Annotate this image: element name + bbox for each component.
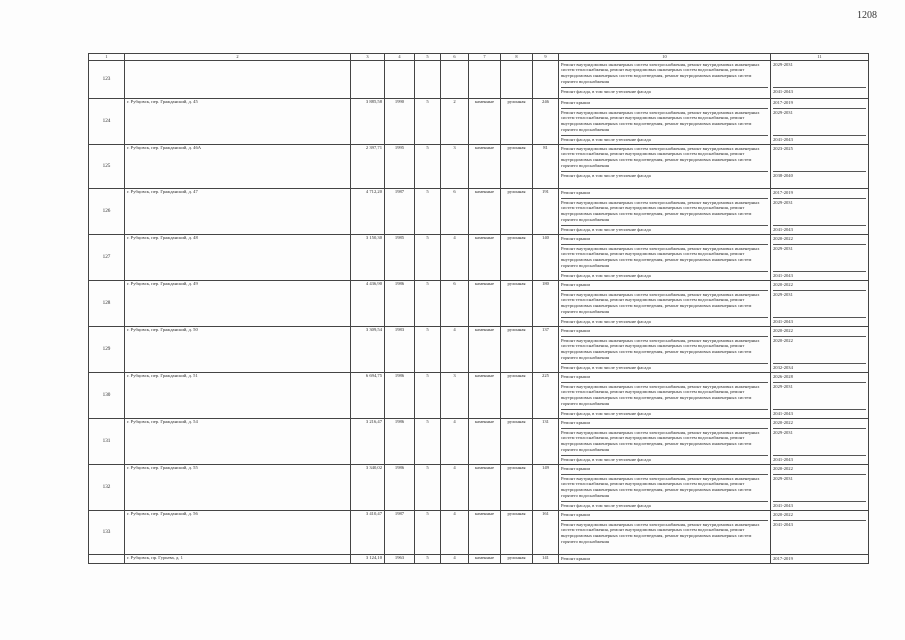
residents-cell: 161 bbox=[533, 511, 559, 555]
year-cell: 1995 bbox=[385, 145, 415, 189]
year-cell: 1990 bbox=[385, 99, 415, 145]
planned-period-cell bbox=[771, 145, 869, 189]
work-type: Ремонт внутридомовых инженерных систем электроснабжения, ремонт внутридомовых инженерных систем теплоснабжения, ремонт внутридомовых инженерных систем водоснабжения, ремонт внутридомовых инженерных систем водоотведения, ремонт внутридомовых инженерных систем горячего водоснабжения bbox=[561, 383, 768, 410]
address-cell: г. Рубцовск, пер. Гражданский, д. 48 bbox=[125, 235, 351, 281]
work-type: Ремонт крыши bbox=[561, 99, 768, 109]
floors-cell: 5 bbox=[415, 327, 441, 373]
work-period: 2029-2031 bbox=[773, 475, 866, 502]
wall-material-cell: каменные bbox=[469, 99, 501, 145]
work-period: 2041-2043 bbox=[773, 272, 793, 278]
floors-cell: 5 bbox=[415, 373, 441, 419]
work-types-cell bbox=[559, 373, 771, 419]
table-row bbox=[89, 281, 869, 327]
entrances-cell: 4 bbox=[441, 327, 469, 373]
work-type: Ремонт фасада, в том числе утепление фасада bbox=[561, 456, 651, 462]
work-types-cell bbox=[559, 555, 771, 564]
column-number: 10 bbox=[559, 54, 771, 61]
wall-material-cell: каменные bbox=[469, 373, 501, 419]
work-type: Ремонт крыши bbox=[561, 327, 768, 337]
column-number: 11 bbox=[771, 54, 869, 61]
wall-material-cell: каменные bbox=[469, 281, 501, 327]
table-row bbox=[89, 373, 869, 419]
floors-cell: 5 bbox=[415, 511, 441, 555]
column-number: 5 bbox=[415, 54, 441, 61]
area-cell: 3 340,02 bbox=[351, 465, 385, 511]
work-type: Ремонт внутридомовых инженерных систем электроснабжения, ремонт внутридомовых инженерных систем теплоснабжения, ремонт внутридомовых инженерных систем водоснабжения, ремонт внутридомовых инженерных систем водоотведения, ремонт внутридомовых инженерных систем горячего водоснабжения bbox=[561, 521, 760, 544]
work-period: 2020-2022 bbox=[773, 465, 866, 475]
roof-type-cell: рулонная bbox=[501, 145, 533, 189]
work-type: Ремонт фасада, в том числе утепление фасада bbox=[561, 88, 651, 94]
row-number: 129 bbox=[89, 327, 125, 373]
row-number: 123 bbox=[89, 61, 125, 99]
roof-type-cell: рулонная bbox=[501, 511, 533, 555]
entrances-cell: 4 bbox=[441, 511, 469, 555]
table-row bbox=[89, 419, 869, 465]
table-row bbox=[89, 465, 869, 511]
work-period: 2020-2022 bbox=[773, 419, 866, 429]
column-number-row bbox=[89, 54, 869, 61]
work-type: Ремонт фасада, в том числе утепление фасада bbox=[561, 364, 651, 370]
year-cell: 1986 bbox=[385, 373, 415, 419]
residents-cell: 149 bbox=[533, 465, 559, 511]
roof-type-cell bbox=[501, 61, 533, 99]
area-cell bbox=[351, 61, 385, 99]
work-type: Ремонт крыши bbox=[561, 281, 768, 291]
area-cell: 3 124,10 bbox=[351, 555, 385, 564]
work-period: 2041-2043 bbox=[773, 226, 793, 232]
planned-period-cell bbox=[771, 235, 869, 281]
year-cell: 1986 bbox=[385, 465, 415, 511]
work-type: Ремонт внутридомовых инженерных систем электроснабжения, ремонт внутридомовых инженерных систем теплоснабжения, ремонт внутридомовых инженерных систем водоснабжения, ремонт внутридомовых инженерных систем водоотведения, ремонт внутридомовых инженерных систем горячего водоснабжения bbox=[561, 61, 768, 88]
entrances-cell: 4 bbox=[441, 235, 469, 281]
wall-material-cell: каменные bbox=[469, 145, 501, 189]
wall-material-cell bbox=[469, 61, 501, 99]
column-number: 9 bbox=[533, 54, 559, 61]
floors-cell: 5 bbox=[415, 555, 441, 564]
work-type: Ремонт внутридомовых инженерных систем электроснабжения, ремонт внутридомовых инженерных систем теплоснабжения, ремонт внутридомовых инженерных систем водоснабжения, ремонт внутридомовых инженерных систем водоотведения, ремонт внутридомовых инженерных систем горячего водоснабжения bbox=[561, 145, 768, 172]
floors-cell: 5 bbox=[415, 189, 441, 235]
work-period: 2032-2034 bbox=[773, 364, 793, 370]
floors-cell: 5 bbox=[415, 235, 441, 281]
table-row bbox=[89, 145, 869, 189]
address-cell: г. Рубцовск, пер. Гражданский, д. 49 bbox=[125, 281, 351, 327]
table-row bbox=[89, 189, 869, 235]
work-type: Ремонт крыши bbox=[561, 465, 768, 475]
table-body bbox=[89, 54, 869, 564]
entrances-cell: 3 bbox=[441, 373, 469, 419]
year-cell: 1986 bbox=[385, 419, 415, 465]
address-cell: г. Рубцовск, пер. Гражданский, д. 56 bbox=[125, 511, 351, 555]
table-row bbox=[89, 511, 869, 555]
residents-cell: 191 bbox=[533, 189, 559, 235]
work-types-cell bbox=[559, 189, 771, 235]
table-sheet bbox=[88, 53, 868, 606]
planned-period-cell bbox=[771, 99, 869, 145]
roof-type-cell: рулонная bbox=[501, 99, 533, 145]
floors-cell: 5 bbox=[415, 281, 441, 327]
column-number: 4 bbox=[385, 54, 415, 61]
work-type: Ремонт фасада, в том числе утепление фасада bbox=[561, 410, 651, 416]
table-row bbox=[89, 555, 869, 564]
work-period: 2041-2043 bbox=[773, 456, 793, 462]
table-row bbox=[89, 61, 869, 99]
area-cell: 3 885,58 bbox=[351, 99, 385, 145]
address-cell: г. Рубцовск, пер. Гражданский, д. 47 bbox=[125, 189, 351, 235]
work-types-cell bbox=[559, 61, 771, 99]
work-types-cell bbox=[559, 235, 771, 281]
residents-cell bbox=[533, 61, 559, 99]
work-period: 2041-2043 bbox=[773, 521, 793, 527]
row-number: 126 bbox=[89, 189, 125, 235]
column-number: 1 bbox=[89, 54, 125, 61]
planned-period-cell bbox=[771, 419, 869, 465]
year-cell: 1963 bbox=[385, 555, 415, 564]
work-type: Ремонт фасада, в том числе утепление фасада bbox=[561, 136, 651, 142]
planned-period-cell bbox=[771, 373, 869, 419]
planned-period-cell bbox=[771, 555, 869, 564]
entrances-cell: 4 bbox=[441, 419, 469, 465]
entrances-cell: 3 bbox=[441, 145, 469, 189]
area-cell: 3 150,30 bbox=[351, 235, 385, 281]
roof-type-cell: рулонная bbox=[501, 465, 533, 511]
area-cell: 3 410,47 bbox=[351, 511, 385, 555]
roof-type-cell: рулонная bbox=[501, 327, 533, 373]
work-type: Ремонт крыши bbox=[561, 511, 768, 521]
area-cell: 6 694,75 bbox=[351, 373, 385, 419]
work-period: 2029-2031 bbox=[773, 291, 866, 318]
work-period: 2020-2022 bbox=[773, 327, 866, 337]
table-row bbox=[89, 327, 869, 373]
work-period: 2017-2019 bbox=[773, 189, 866, 199]
area-cell: 4 436,90 bbox=[351, 281, 385, 327]
residents-cell: 81 bbox=[533, 145, 559, 189]
work-period: 2038-2040 bbox=[773, 172, 793, 178]
wall-material-cell: каменные bbox=[469, 555, 501, 564]
year-cell: 1983 bbox=[385, 327, 415, 373]
work-period: 2041-2043 bbox=[773, 136, 793, 142]
column-number: 3 bbox=[351, 54, 385, 61]
work-type: Ремонт фасада, в том числе утепление фасада bbox=[561, 226, 651, 232]
residents-cell: 141 bbox=[533, 555, 559, 564]
work-types-cell bbox=[559, 419, 771, 465]
wall-material-cell: каменные bbox=[469, 189, 501, 235]
work-period: 2029-2031 bbox=[773, 245, 866, 272]
entrances-cell bbox=[441, 61, 469, 99]
work-period: 2029-2031 bbox=[773, 109, 866, 136]
area-cell: 2 397,71 bbox=[351, 145, 385, 189]
work-type: Ремонт фасада, в том числе утепление фасада bbox=[561, 502, 651, 508]
row-number: 132 bbox=[89, 465, 125, 511]
work-period: 2020-2022 bbox=[773, 511, 866, 521]
floors-cell: 5 bbox=[415, 145, 441, 189]
year-cell: 1986 bbox=[385, 281, 415, 327]
address-cell: г. Рубцовск, пер. Гражданский, д. 51 bbox=[125, 373, 351, 419]
work-type: Ремонт фасада, в том числе утепление фасада bbox=[561, 272, 651, 278]
work-types-cell bbox=[559, 99, 771, 145]
table-row bbox=[89, 99, 869, 145]
address-cell: г. Рубцовск, пер. Гражданский, д. 54 bbox=[125, 419, 351, 465]
work-period: 2020-2022 bbox=[773, 235, 866, 245]
wall-material-cell: каменные bbox=[469, 465, 501, 511]
row-number: 128 bbox=[89, 281, 125, 327]
work-period: 2041-2043 bbox=[773, 318, 793, 324]
work-type: Ремонт внутридомовых инженерных систем электроснабжения, ремонт внутридомовых инженерных систем теплоснабжения, ремонт внутридомовых инженерных систем водоснабжения, ремонт внутридомовых инженерных систем водоотведения, ремонт внутридомовых инженерных систем горячего водоснабжения bbox=[561, 291, 768, 318]
work-type: Ремонт фасада, в том числе утепление фасада bbox=[561, 172, 651, 178]
work-period: 2023-2025 bbox=[773, 145, 866, 172]
year-cell: 1985 bbox=[385, 235, 415, 281]
work-type: Ремонт внутридомовых инженерных систем электроснабжения, ремонт внутридомовых инженерных систем теплоснабжения, ремонт внутридомовых инженерных систем водоснабжения, ремонт внутридомовых инженерных систем водоотведения, ремонт внутридомовых инженерных систем горячего водоснабжения bbox=[561, 429, 768, 456]
work-type: Ремонт внутридомовых инженерных систем электроснабжения, ремонт внутридомовых инженерных систем теплоснабжения, ремонт внутридомовых инженерных систем водоснабжения, ремонт внутридомовых инженерных систем водоотведения, ремонт внутридомовых инженерных систем горячего водоснабжения bbox=[561, 245, 768, 272]
work-period: 2020-2022 bbox=[773, 337, 866, 364]
row-number: 130 bbox=[89, 373, 125, 419]
table-row bbox=[89, 235, 869, 281]
address-cell: г. Рубцовск, пр. Гурьева, д. 1 bbox=[125, 555, 351, 564]
area-cell: 4 712,20 bbox=[351, 189, 385, 235]
work-types-cell bbox=[559, 327, 771, 373]
residents-cell: 137 bbox=[533, 327, 559, 373]
work-type: Ремонт крыши bbox=[561, 555, 590, 561]
residents-cell: 131 bbox=[533, 419, 559, 465]
address-cell bbox=[125, 61, 351, 99]
row-number: 127 bbox=[89, 235, 125, 281]
year-cell bbox=[385, 61, 415, 99]
column-number: 2 bbox=[125, 54, 351, 61]
work-types-cell bbox=[559, 145, 771, 189]
column-number: 7 bbox=[469, 54, 501, 61]
entrances-cell: 6 bbox=[441, 281, 469, 327]
entrances-cell: 6 bbox=[441, 189, 469, 235]
work-period: 2041-2043 bbox=[773, 502, 793, 508]
work-type: Ремонт крыши bbox=[561, 235, 768, 245]
entrances-cell: 4 bbox=[441, 555, 469, 564]
address-cell: г. Рубцовск, пер. Гражданский, д. 50 bbox=[125, 327, 351, 373]
row-number: 133 bbox=[89, 511, 125, 555]
wall-material-cell: каменные bbox=[469, 235, 501, 281]
roof-type-cell: рулонная bbox=[501, 555, 533, 564]
wall-material-cell: каменные bbox=[469, 327, 501, 373]
floors-cell bbox=[415, 61, 441, 99]
entrances-cell: 4 bbox=[441, 465, 469, 511]
residents-cell: 180 bbox=[533, 281, 559, 327]
year-cell: 1987 bbox=[385, 511, 415, 555]
floors-cell: 5 bbox=[415, 99, 441, 145]
row-number bbox=[89, 555, 125, 564]
entrances-cell: 2 bbox=[441, 99, 469, 145]
work-period: 2041-2043 bbox=[773, 410, 793, 416]
work-period: 2029-2031 bbox=[773, 61, 866, 88]
planned-period-cell bbox=[771, 465, 869, 511]
row-number: 131 bbox=[89, 419, 125, 465]
column-number: 6 bbox=[441, 54, 469, 61]
work-types-cell bbox=[559, 465, 771, 511]
address-cell: г. Рубцовск, пер. Гражданский, д. 55 bbox=[125, 465, 351, 511]
column-number: 8 bbox=[501, 54, 533, 61]
work-period: 2026-2028 bbox=[773, 373, 866, 383]
work-type: Ремонт внутридомовых инженерных систем электроснабжения, ремонт внутридомовых инженерных систем теплоснабжения, ремонт внутридомовых инженерных систем водоснабжения, ремонт внутридомовых инженерных систем водоотведения, ремонт внутридомовых инженерных систем горячего водоснабжения bbox=[561, 337, 768, 364]
work-type: Ремонт внутридомовых инженерных систем электроснабжения, ремонт внутридомовых инженерных систем теплоснабжения, ремонт внутридомовых инженерных систем водоснабжения, ремонт внутридомовых инженерных систем водоотведения, ремонт внутридомовых инженерных систем горячего водоснабжения bbox=[561, 199, 768, 226]
address-cell: г. Рубцовск, пер. Гражданский, д. 46А bbox=[125, 145, 351, 189]
roof-type-cell: рулонная bbox=[501, 281, 533, 327]
wall-material-cell: каменные bbox=[469, 419, 501, 465]
work-type: Ремонт крыши bbox=[561, 373, 768, 383]
area-cell: 3 309,54 bbox=[351, 327, 385, 373]
work-types-cell bbox=[559, 281, 771, 327]
work-period: 2029-2031 bbox=[773, 429, 866, 456]
planned-period-cell bbox=[771, 281, 869, 327]
work-period: 2017-2019 bbox=[773, 555, 793, 561]
work-type: Ремонт внутридомовых инженерных систем электроснабжения, ремонт внутридомовых инженерных систем теплоснабжения, ремонт внутридомовых инженерных систем водоснабжения, ремонт внутридомовых инженерных систем водоотведения, ремонт внутридомовых инженерных систем горячего водоснабжения bbox=[561, 109, 768, 136]
work-type: Ремонт внутридомовых инженерных систем электроснабжения, ремонт внутридомовых инженерных систем теплоснабжения, ремонт внутридомовых инженерных систем водоснабжения, ремонт внутридомовых инженерных систем водоотведения, ремонт внутридомовых инженерных систем горячего водоснабжения bbox=[561, 475, 768, 502]
planned-period-cell bbox=[771, 327, 869, 373]
work-period: 2029-2031 bbox=[773, 383, 866, 410]
work-period: 2029-2031 bbox=[773, 199, 866, 226]
planned-period-cell bbox=[771, 511, 869, 555]
work-period: 2041-2043 bbox=[773, 88, 793, 94]
residents-cell: 246 bbox=[533, 99, 559, 145]
area-cell: 3 216,47 bbox=[351, 419, 385, 465]
residents-cell: 140 bbox=[533, 235, 559, 281]
capital-repair-table bbox=[88, 53, 869, 564]
work-types-cell bbox=[559, 511, 771, 555]
planned-period-cell bbox=[771, 189, 869, 235]
roof-type-cell: рулонная bbox=[501, 373, 533, 419]
roof-type-cell: рулонная bbox=[501, 235, 533, 281]
planned-period-cell bbox=[771, 61, 869, 99]
residents-cell: 225 bbox=[533, 373, 559, 419]
floors-cell: 5 bbox=[415, 465, 441, 511]
wall-material-cell: каменные bbox=[469, 511, 501, 555]
roof-type-cell: рулонная bbox=[501, 189, 533, 235]
year-cell: 1987 bbox=[385, 189, 415, 235]
work-period: 2017-2019 bbox=[773, 99, 866, 109]
address-cell: г. Рубцовск, пер. Гражданский, д. 45 bbox=[125, 99, 351, 145]
work-type: Ремонт крыши bbox=[561, 189, 768, 199]
work-type: Ремонт фасада, в том числе утепление фасада bbox=[561, 318, 651, 324]
roof-type-cell: рулонная bbox=[501, 419, 533, 465]
row-number: 124 bbox=[89, 99, 125, 145]
work-period: 2020-2022 bbox=[773, 281, 866, 291]
page-number: 1208 bbox=[857, 10, 877, 21]
floors-cell: 5 bbox=[415, 419, 441, 465]
row-number: 125 bbox=[89, 145, 125, 189]
work-type: Ремонт крыши bbox=[561, 419, 768, 429]
